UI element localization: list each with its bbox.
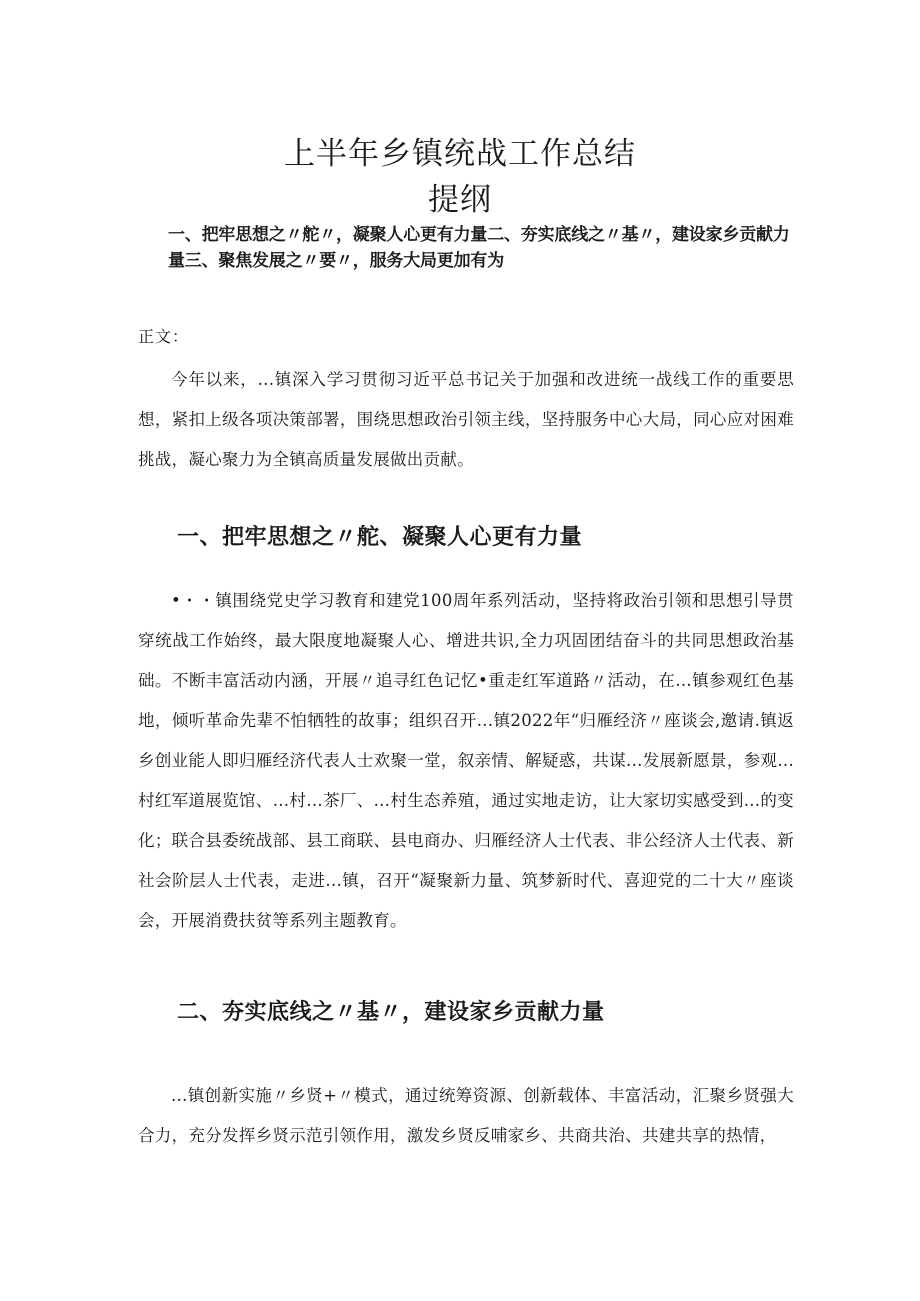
outline-summary: 一、把牢思想之〃舵〃，凝聚人心更有力量二、夯实底线之〃基〃，建设家乡贡献力量三、聚焦发展之〃要〃，服务大局更加有为 [168,225,790,271]
body-label: 正文： [138,327,190,346]
section-paragraph-1: •・・镇围绕党史学习教育和建党100周年系列活动，坚持将政治引领和思想引导贯穿统战工作始终，最大限度地凝聚人心、增进共识,全力巩固团结奋斗的共同思想政治基础。不断丰富活动内涵，开展〃追寻红色记忆•重走红军道路〃活动，在...镇参观红色基地，倾听革命先辈不怕牺牲的故事；组织召开...镇2022年“归雁经济〃座谈会,邀请.镇返乡创业能人即归雁经济代表人士欢聚一堂，叙亲情、解疑惑，共谋...发展新愿景，参观...村红军道展览馆、…村…茶厂、…村生态养殖，通过实地走访，让大家切实感受到...的变化；联合县委统战部、县工商联、县电商办、归雁经济人士代表、非公经济人士代表、新社会阶层人士代表，走进...镇，召开“凝聚新力量、筑梦新时代、喜迎党的二十大〃座谈会，开展消费扶贫等系列主题教育。 [138,591,794,930]
section-paragraph-2: ...镇创新实施〃乡贤+〃模式，通过统筹资源、创新载体、丰富活动，汇聚乡贤强大合力，充分发挥乡贤示范引领作用，激发乡贤反哺家乡、共商共治、共建共享的热情， [138,1086,794,1145]
section-heading-2: 二、夯实底线之〃基〃，建设家乡贡献力量 [177,1000,605,1025]
section-heading-1: 一、把牢思想之〃舵、凝聚人心更有力量 [177,525,583,550]
document-title: 上半年乡镇统战工作总结 [284,136,636,172]
document-subtitle: 提纲 [428,182,492,218]
intro-paragraph: 今年以来，...镇深入学习贯彻习近平总书记关于加强和改进统一战线工作的重要思想，紧扣上级各项决策部署，围绕思想政治引领主线，坚持服务中心大局，同心应对困难挑战，凝心聚力为全镇高质量发展做出贡献。 [138,370,794,469]
